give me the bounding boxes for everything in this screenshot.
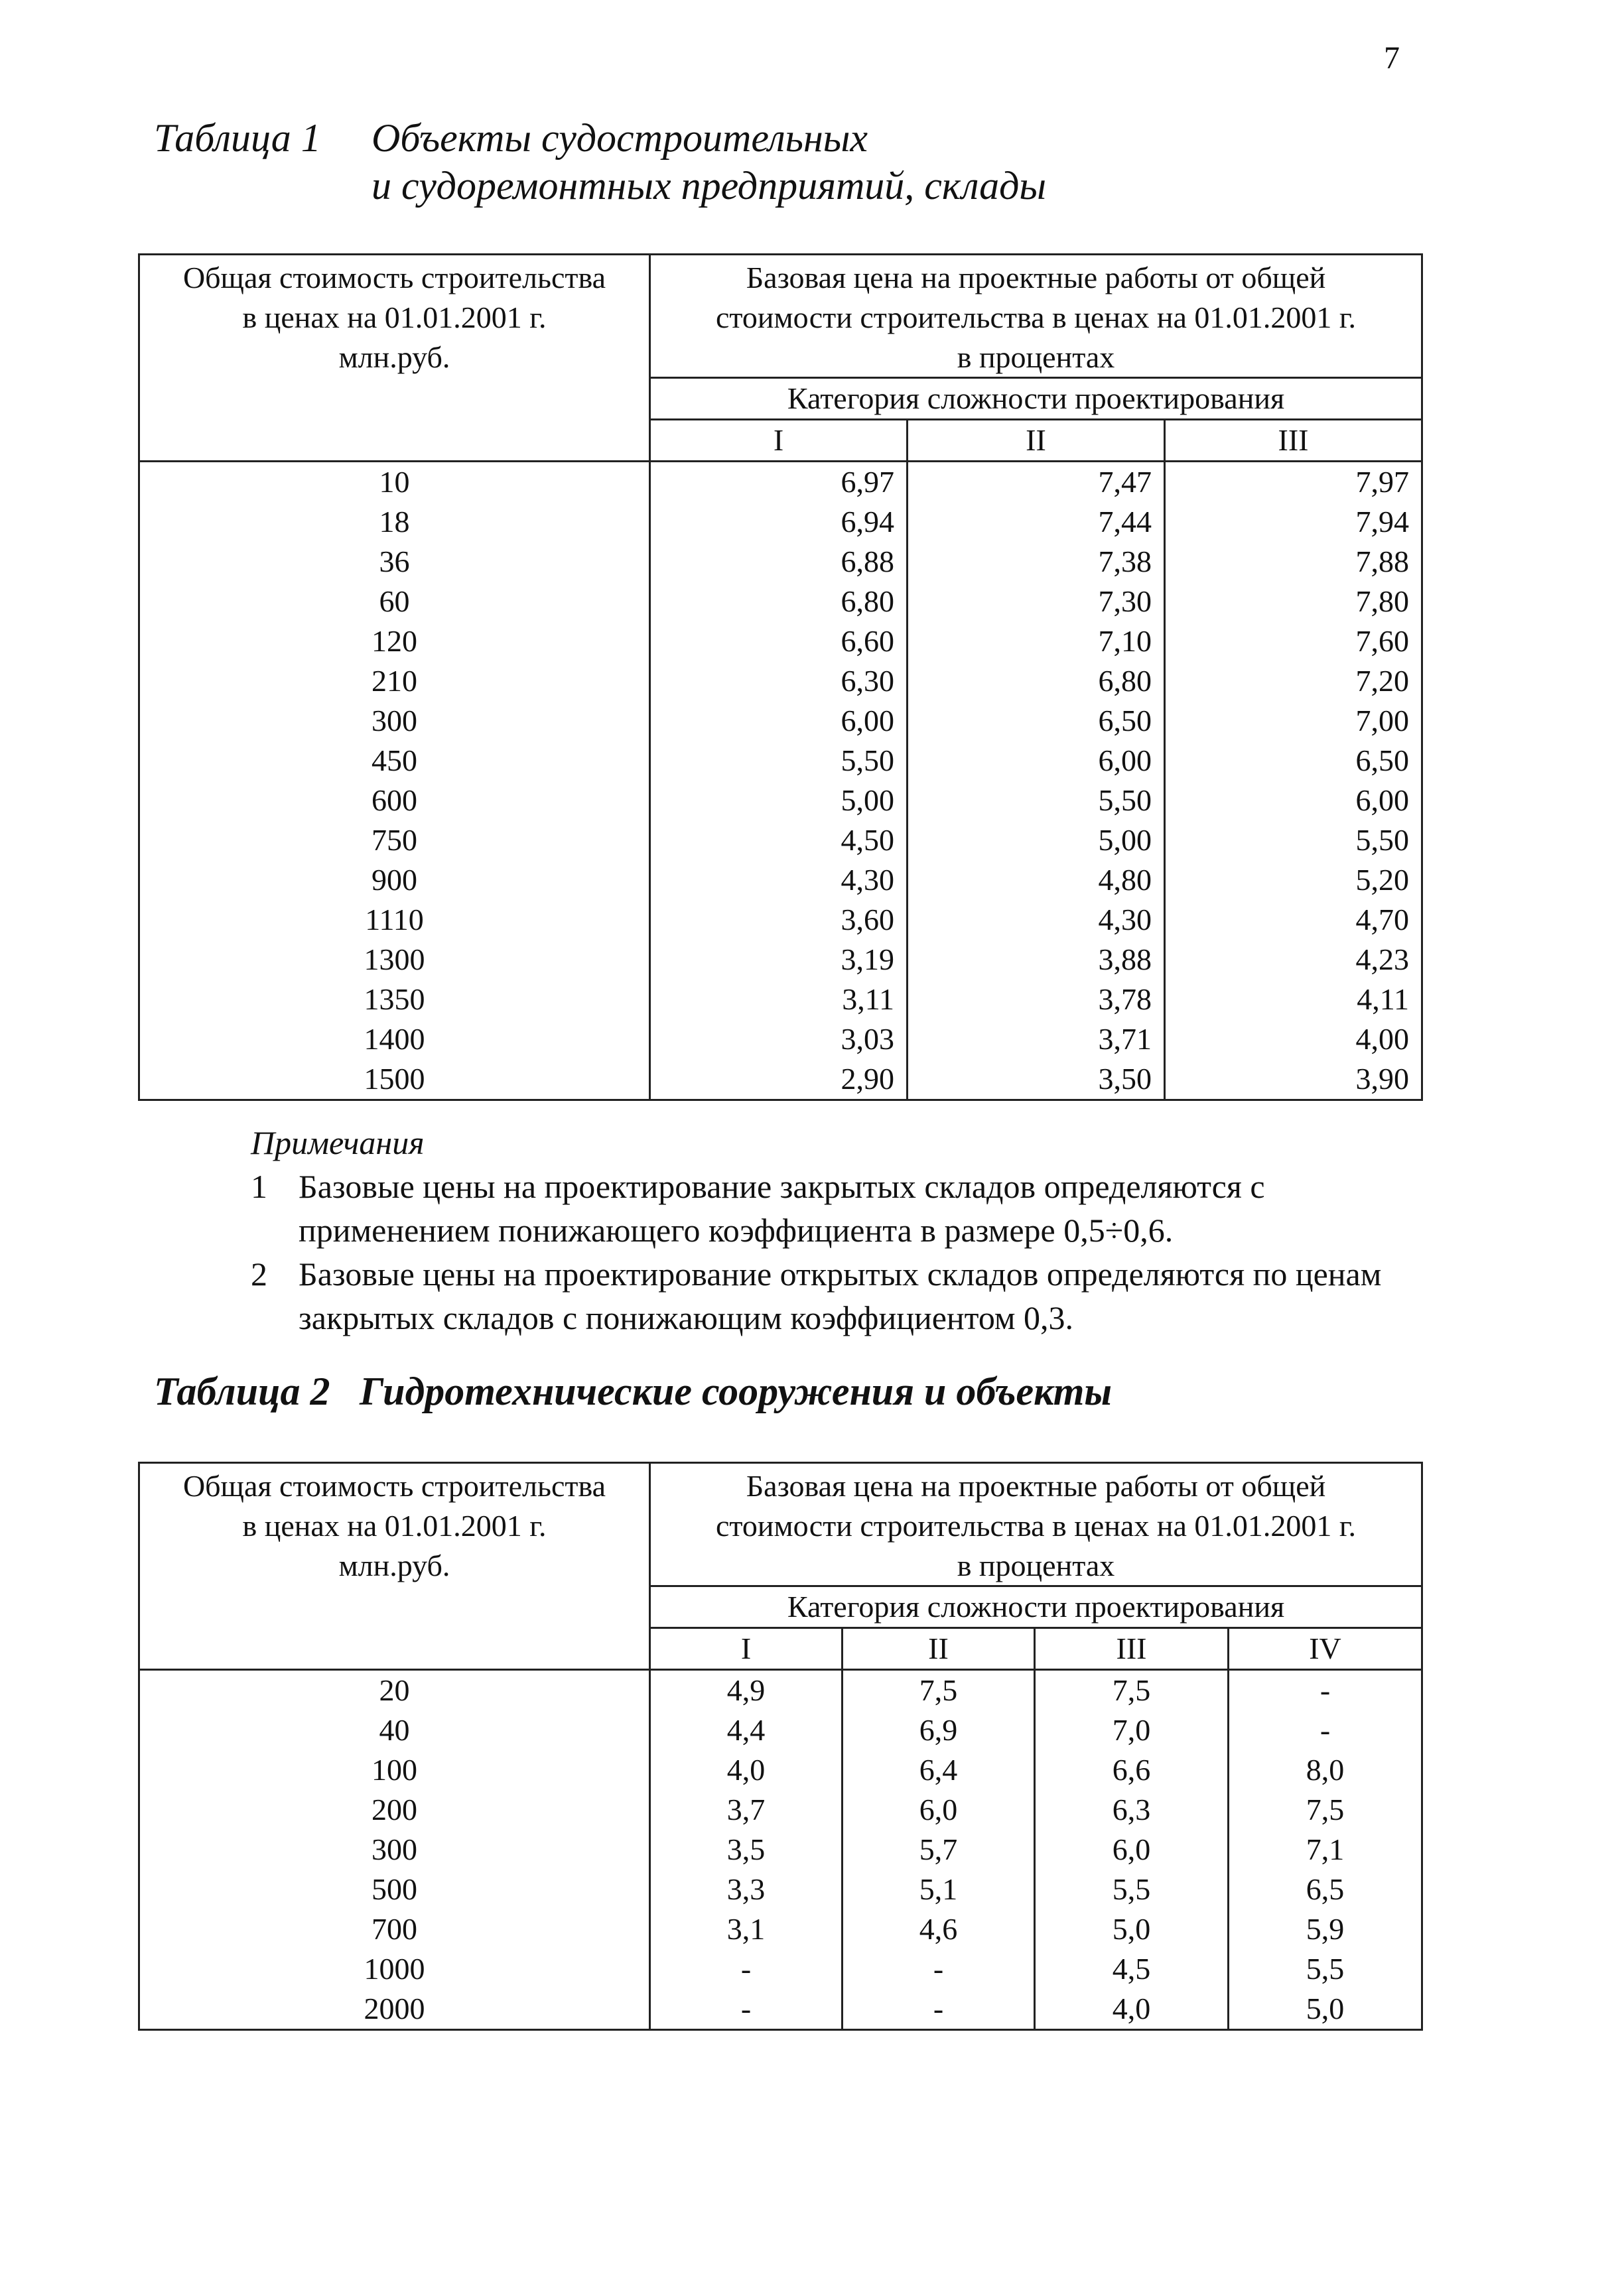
price-cell: 6,9 xyxy=(843,1710,1035,1750)
price-cell: 7,80 xyxy=(1165,582,1422,621)
note-item xyxy=(251,1252,1426,1340)
price-cell: 5,0 xyxy=(1035,1909,1229,1949)
price-cell: 4,6 xyxy=(843,1909,1035,1949)
table-row xyxy=(139,1989,1422,2030)
cost-cell: 40 xyxy=(139,1710,650,1750)
header-line: стоимости строительства в ценах на 01.01.2001 г. xyxy=(715,300,1357,334)
table-row xyxy=(139,1710,1422,1750)
price-cell: 5,1 xyxy=(843,1870,1035,1909)
price-cell: 6,30 xyxy=(650,661,908,701)
table-row xyxy=(139,741,1422,781)
price-cell: 5,5 xyxy=(1035,1870,1229,1909)
table2-price-header xyxy=(650,1463,1422,1586)
cost-cell: 20 xyxy=(139,1669,650,1710)
header-line: Общая стоимость строительства xyxy=(182,1469,606,1503)
cost-cell: 750 xyxy=(139,820,650,860)
price-cell: 3,7 xyxy=(650,1790,843,1830)
price-cell: 5,50 xyxy=(908,781,1165,820)
price-cell: 3,1 xyxy=(650,1909,843,1949)
price-cell: 5,5 xyxy=(1229,1949,1422,1989)
price-cell: 6,0 xyxy=(1035,1830,1229,1870)
price-cell: 4,23 xyxy=(1165,940,1422,980)
price-cell: 3,3 xyxy=(650,1870,843,1909)
table1-title-line: Объекты судостроительных xyxy=(372,116,868,160)
price-cell: 5,00 xyxy=(908,820,1165,860)
header-line: в ценах на 01.01.2001 г. xyxy=(242,1508,547,1543)
table1-price-header xyxy=(650,255,1422,378)
table-row xyxy=(139,701,1422,741)
price-cell: 7,38 xyxy=(908,542,1165,582)
cost-cell: 300 xyxy=(139,701,650,741)
price-cell: 2,90 xyxy=(650,1059,908,1100)
table-row xyxy=(139,940,1422,980)
notes xyxy=(251,1121,1426,1340)
price-cell: 7,47 xyxy=(908,461,1165,502)
price-cell: 3,60 xyxy=(650,900,908,940)
price-cell: 4,80 xyxy=(908,860,1165,900)
cost-cell: 450 xyxy=(139,741,650,781)
table2 xyxy=(138,1462,1423,2031)
price-cell: 4,0 xyxy=(650,1750,843,1790)
header-line: Общая стоимость строительства xyxy=(182,261,606,294)
cost-cell: 10 xyxy=(139,461,650,502)
price-cell: 3,5 xyxy=(650,1830,843,1870)
price-cell: 4,5 xyxy=(1035,1949,1229,1989)
cost-cell: 36 xyxy=(139,542,650,582)
cost-cell: 60 xyxy=(139,582,650,621)
table-row xyxy=(139,1949,1422,1989)
table-row xyxy=(139,781,1422,820)
header-line: в процентах xyxy=(957,1548,1115,1582)
price-cell: 7,1 xyxy=(1229,1830,1422,1870)
price-cell: 7,30 xyxy=(908,582,1165,621)
price-cell: 6,50 xyxy=(908,701,1165,741)
table2-label: Таблица 2 xyxy=(154,1370,330,1413)
price-cell: 4,4 xyxy=(650,1710,843,1750)
price-cell: 7,20 xyxy=(1165,661,1422,701)
price-cell: 4,50 xyxy=(650,820,908,860)
price-cell: 4,9 xyxy=(650,1669,843,1710)
price-cell: 3,03 xyxy=(650,1019,908,1059)
cost-cell: 700 xyxy=(139,1909,650,1949)
table-row xyxy=(139,1019,1422,1059)
price-cell: 4,11 xyxy=(1165,980,1422,1019)
header-line: млн.руб. xyxy=(338,1548,450,1582)
price-cell: 7,88 xyxy=(1165,542,1422,582)
price-cell: - xyxy=(843,1949,1035,1989)
price-cell: 3,78 xyxy=(908,980,1165,1019)
header-line: в ценах на 01.01.2001 г. xyxy=(242,300,547,334)
price-cell: 4,30 xyxy=(908,900,1165,940)
table-row xyxy=(139,860,1422,900)
price-cell: 5,9 xyxy=(1229,1909,1422,1949)
price-cell: 6,4 xyxy=(843,1750,1035,1790)
price-cell: 6,60 xyxy=(650,621,908,661)
table1-caption xyxy=(154,114,1046,210)
price-cell: 6,00 xyxy=(908,741,1165,781)
price-cell: 7,10 xyxy=(908,621,1165,661)
price-cell: 6,80 xyxy=(650,582,908,621)
price-cell: - xyxy=(1229,1710,1422,1750)
price-cell: 3,90 xyxy=(1165,1059,1422,1100)
price-cell: 7,97 xyxy=(1165,461,1422,502)
table1-category-col: III xyxy=(1165,420,1422,462)
cost-cell: 500 xyxy=(139,1870,650,1909)
header-line: Базовая цена на проектные работы от общей xyxy=(746,1469,1326,1503)
note-text: Базовые цены на проектирование открытых складов определяются по ценам закрытых складов с понижающим коэффициентом 0,3. xyxy=(299,1255,1382,1336)
cost-cell: 1350 xyxy=(139,980,650,1019)
table1-category-col: II xyxy=(908,420,1165,462)
cost-cell: 600 xyxy=(139,781,650,820)
table-row xyxy=(139,661,1422,701)
price-cell: 7,00 xyxy=(1165,701,1422,741)
price-cell: 7,5 xyxy=(1035,1669,1229,1710)
header-line: стоимости строительства в ценах на 01.01.2001 г. xyxy=(715,1508,1357,1543)
price-cell: 6,50 xyxy=(1165,741,1422,781)
price-cell: 5,7 xyxy=(843,1830,1035,1870)
price-cell: 3,11 xyxy=(650,980,908,1019)
table-row xyxy=(139,502,1422,542)
price-cell: 6,5 xyxy=(1229,1870,1422,1909)
price-cell: 7,60 xyxy=(1165,621,1422,661)
table-row xyxy=(139,621,1422,661)
cost-cell: 200 xyxy=(139,1790,650,1830)
table-row xyxy=(139,1790,1422,1830)
price-cell: 6,0 xyxy=(843,1790,1035,1830)
table-row xyxy=(139,461,1422,502)
price-cell: 7,5 xyxy=(1229,1790,1422,1830)
table1-category-header: Категория сложности проектирования xyxy=(650,378,1422,420)
price-cell: 6,00 xyxy=(1165,781,1422,820)
price-cell: 7,5 xyxy=(843,1669,1035,1710)
table-row xyxy=(139,820,1422,860)
table1-title xyxy=(372,114,1046,210)
table1-label: Таблица 1 xyxy=(154,116,321,160)
cost-cell: 1400 xyxy=(139,1019,650,1059)
price-cell: 8,0 xyxy=(1229,1750,1422,1790)
price-cell: 3,50 xyxy=(908,1059,1165,1100)
cost-cell: 1300 xyxy=(139,940,650,980)
price-cell: - xyxy=(650,1949,843,1989)
table-row xyxy=(139,1830,1422,1870)
note-number: 2 xyxy=(251,1255,267,1293)
price-cell: 4,70 xyxy=(1165,900,1422,940)
note-item xyxy=(251,1165,1426,1252)
table-row xyxy=(139,1669,1422,1710)
price-cell: - xyxy=(650,1989,843,2030)
price-cell: 6,97 xyxy=(650,461,908,502)
table2-category-col: II xyxy=(843,1628,1035,1670)
note-text: Базовые цены на проектирование закрытых складов определяются с применением понижающего коэффициента в размере 0,5÷0,6. xyxy=(299,1168,1265,1249)
table1-cost-header xyxy=(139,255,650,462)
cost-cell: 1110 xyxy=(139,900,650,940)
table2-cost-header xyxy=(139,1463,650,1670)
cost-cell: 100 xyxy=(139,1750,650,1790)
price-cell: 6,80 xyxy=(908,661,1165,701)
cost-cell: 1000 xyxy=(139,1949,650,1989)
table-row xyxy=(139,582,1422,621)
price-cell: - xyxy=(1229,1669,1422,1710)
price-cell: 5,50 xyxy=(650,741,908,781)
price-cell: 6,3 xyxy=(1035,1790,1229,1830)
table2-caption xyxy=(154,1368,1112,1415)
table-row xyxy=(139,1750,1422,1790)
cost-cell: 210 xyxy=(139,661,650,701)
price-cell: 3,19 xyxy=(650,940,908,980)
price-cell: 5,00 xyxy=(650,781,908,820)
cost-cell: 120 xyxy=(139,621,650,661)
price-cell: 7,0 xyxy=(1035,1710,1229,1750)
table-row xyxy=(139,980,1422,1019)
table1-title-line: и судоремонтных предприятий, склады xyxy=(372,164,1047,208)
table-row xyxy=(139,1059,1422,1100)
price-cell: 6,94 xyxy=(650,502,908,542)
table2-title: Гидротехнические сооружения и объекты xyxy=(360,1370,1113,1413)
page-number: 7 xyxy=(1384,40,1400,76)
table1 xyxy=(138,253,1423,1101)
header-line: в процентах xyxy=(957,340,1115,374)
note-number: 1 xyxy=(251,1168,267,1205)
cost-cell: 900 xyxy=(139,860,650,900)
price-cell: 3,71 xyxy=(908,1019,1165,1059)
table-row xyxy=(139,900,1422,940)
price-cell: 7,94 xyxy=(1165,502,1422,542)
cost-cell: 300 xyxy=(139,1830,650,1870)
cost-cell: 1500 xyxy=(139,1059,650,1100)
header-line: Базовая цена на проектные работы от общей xyxy=(746,261,1326,294)
table2-category-header: Категория сложности проектирования xyxy=(650,1586,1422,1628)
table-row xyxy=(139,1870,1422,1909)
price-cell: 5,20 xyxy=(1165,860,1422,900)
price-cell: 5,0 xyxy=(1229,1989,1422,2030)
price-cell: 4,0 xyxy=(1035,1989,1229,2030)
header-line: млн.руб. xyxy=(338,340,450,374)
price-cell: 3,88 xyxy=(908,940,1165,980)
notes-title: Примечания xyxy=(251,1124,425,1161)
table2-category-col: I xyxy=(650,1628,843,1670)
price-cell: 4,00 xyxy=(1165,1019,1422,1059)
cost-cell: 18 xyxy=(139,502,650,542)
price-cell: 6,88 xyxy=(650,542,908,582)
price-cell: 6,6 xyxy=(1035,1750,1229,1790)
cost-cell: 2000 xyxy=(139,1989,650,2030)
price-cell: 6,00 xyxy=(650,701,908,741)
table1-category-col: I xyxy=(650,420,908,462)
price-cell: 7,44 xyxy=(908,502,1165,542)
table2-category-col: IV xyxy=(1229,1628,1422,1670)
price-cell: 5,50 xyxy=(1165,820,1422,860)
price-cell: - xyxy=(843,1989,1035,2030)
table-row xyxy=(139,1909,1422,1949)
table-row xyxy=(139,542,1422,582)
table2-category-col: III xyxy=(1035,1628,1229,1670)
price-cell: 4,30 xyxy=(650,860,908,900)
